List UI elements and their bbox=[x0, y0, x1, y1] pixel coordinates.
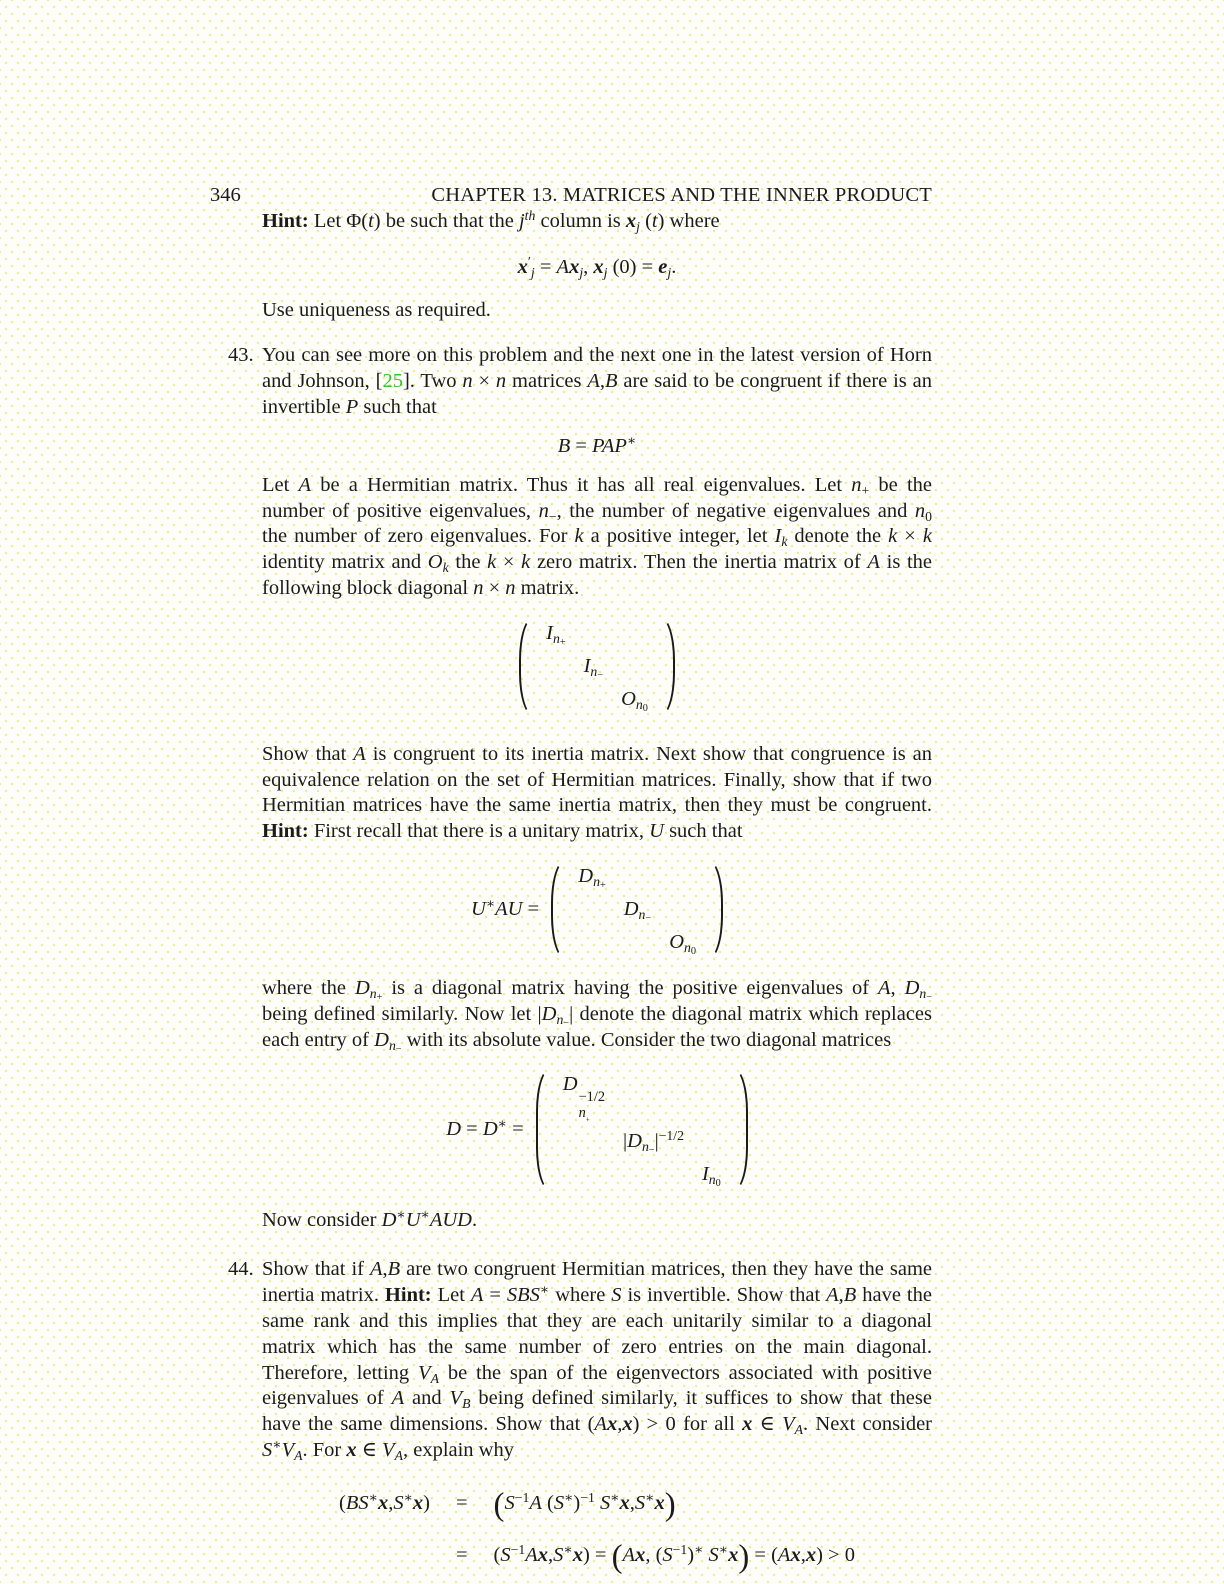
equation-lhs: D = D∗ = bbox=[446, 1116, 529, 1141]
inertia-matrix bbox=[534, 616, 660, 717]
equation-lhs: U∗AU = bbox=[471, 896, 545, 921]
page-header bbox=[210, 183, 932, 209]
unitary-diagonalization-display bbox=[262, 859, 932, 960]
right-paren bbox=[733, 1067, 748, 1191]
diagonal-matrix bbox=[566, 859, 708, 960]
problem-44 bbox=[210, 1257, 938, 1575]
problem-44-statement: Show that if A,B are two congruent Hermitian matrices, then they have the same inertia matrix. Hint: Let A = SBS∗ where S is invertible. Show that A,B have the same rank and this implies that they are each unitarily similar to a diagonal matrix which has the same number of zero entries on the main diagonal. Therefore, letting VA be the span of the eigenvectors associated with positive eigenvalues of A and VB being defined similarly, it suffices to show that these have the same dimensions. Show that (Ax,x) > 0 for all x ∈ VA. Next consider S∗VA. For x ∈ VA, explain why bbox=[262, 1258, 938, 1463]
matrix-entry: $On_0$ bbox=[621, 687, 648, 714]
matrix-entry: $Dn_-$ bbox=[623, 897, 652, 925]
congruent-to-inertia-paragraph: Show that A is congruent to its inertia matrix. Next show that congruence is an equivalence relation on the set of Hermitian matrices. Finally, show that if two Hermitian matrices have the same inertia matrix, then they must be congruent. Hint: First recall that there is a unitary matrix, U such that bbox=[262, 742, 938, 843]
problem-42-continuation bbox=[210, 209, 932, 324]
scaling-matrix bbox=[551, 1067, 733, 1191]
absolute-value-paragraph: where the $Dn_+$ is a diagonal matrix having the positive eigenvalues of A, $Dn_-$ being defined similarly. Now let $|Dn_-|$ denote the diagonal matrix which replaces each entry of $Dn_-$ with its absolute value. Consider the two diagonal matrices bbox=[262, 976, 938, 1055]
page-number: 346 bbox=[210, 184, 241, 206]
problem-43-number: 43. bbox=[228, 344, 254, 367]
matrix-entry: D −1/2 $n_+$ bbox=[562, 1073, 606, 1124]
hermitian-paragraph: Let A be a Hermitian matrix. Thus it has all real eigenvalues. Let n+ be the number of positive eigenvalues, n−, the number of negative eigenvalues and n0 the number of zero eigenvalues. For k a positive integer, let Ik denote the k × k identity matrix and Ok the k × k zero matrix. Then the inertia matrix of A is the following block diagonal n × n matrix. bbox=[262, 473, 938, 599]
ivp-equation: x′j = Axj, xj (0) = ej. bbox=[517, 253, 677, 280]
equation-rhs: ($S^{-1}A$ $(S^∗)^{-1}$ S∗x,S∗x) bbox=[493, 1486, 676, 1523]
matrix-entry: $In_-$ bbox=[583, 654, 604, 681]
matrix-entry: $Dn_+$ bbox=[578, 864, 606, 892]
equation-rhs: $(S^{-1}Ax,S^∗x) = (Ax$, $(S^{-1})^∗$ S∗x) = (Ax,x) > 0 bbox=[493, 1538, 855, 1575]
scaling-matrix-display bbox=[262, 1067, 932, 1191]
problem-43-intro: You can see more on this problem and the next one in the latest version of Horn and Johnson, [25]. Two n × n matrices A,B are said to be congruent if there is an invertible P such that bbox=[262, 344, 938, 418]
right-paren bbox=[708, 859, 723, 960]
equation-lhs: (BS∗x,S∗x) bbox=[339, 1489, 430, 1514]
matrix-entry: $In_0$ bbox=[701, 1162, 721, 1189]
congruence-equation: B = PAP∗ bbox=[557, 432, 637, 457]
right-paren bbox=[660, 616, 675, 717]
matrix-entry: $On_0$ bbox=[669, 930, 696, 958]
chapter-title: CHAPTER 13. MATRICES AND THE INNER PRODUCT bbox=[431, 184, 932, 206]
uniqueness-note: Use uniqueness as required. bbox=[262, 298, 491, 321]
derivation-equations bbox=[262, 1486, 932, 1575]
problem-43 bbox=[210, 343, 938, 1233]
matrix-entry: $|Dn_-|^{-1/2}$ bbox=[623, 1127, 684, 1156]
matrix-entry: $In_+$ bbox=[546, 621, 566, 648]
left-paren bbox=[551, 859, 566, 960]
now-consider-paragraph: Now consider D∗U∗AUD. bbox=[262, 1206, 478, 1231]
left-paren bbox=[536, 1067, 551, 1191]
equals-sign: = bbox=[455, 1543, 468, 1566]
equals-sign: = bbox=[455, 1491, 468, 1514]
problem-44-number: 44. bbox=[228, 1258, 254, 1281]
inertia-matrix-display bbox=[262, 616, 932, 726]
citation-link-25[interactable]: 25 bbox=[382, 370, 403, 393]
left-paren bbox=[519, 616, 534, 717]
content-column bbox=[210, 183, 938, 1575]
hint-paragraph: Hint: Let Φ(t) be such that the $j^{th}$ column is xj (t) where bbox=[262, 207, 720, 234]
